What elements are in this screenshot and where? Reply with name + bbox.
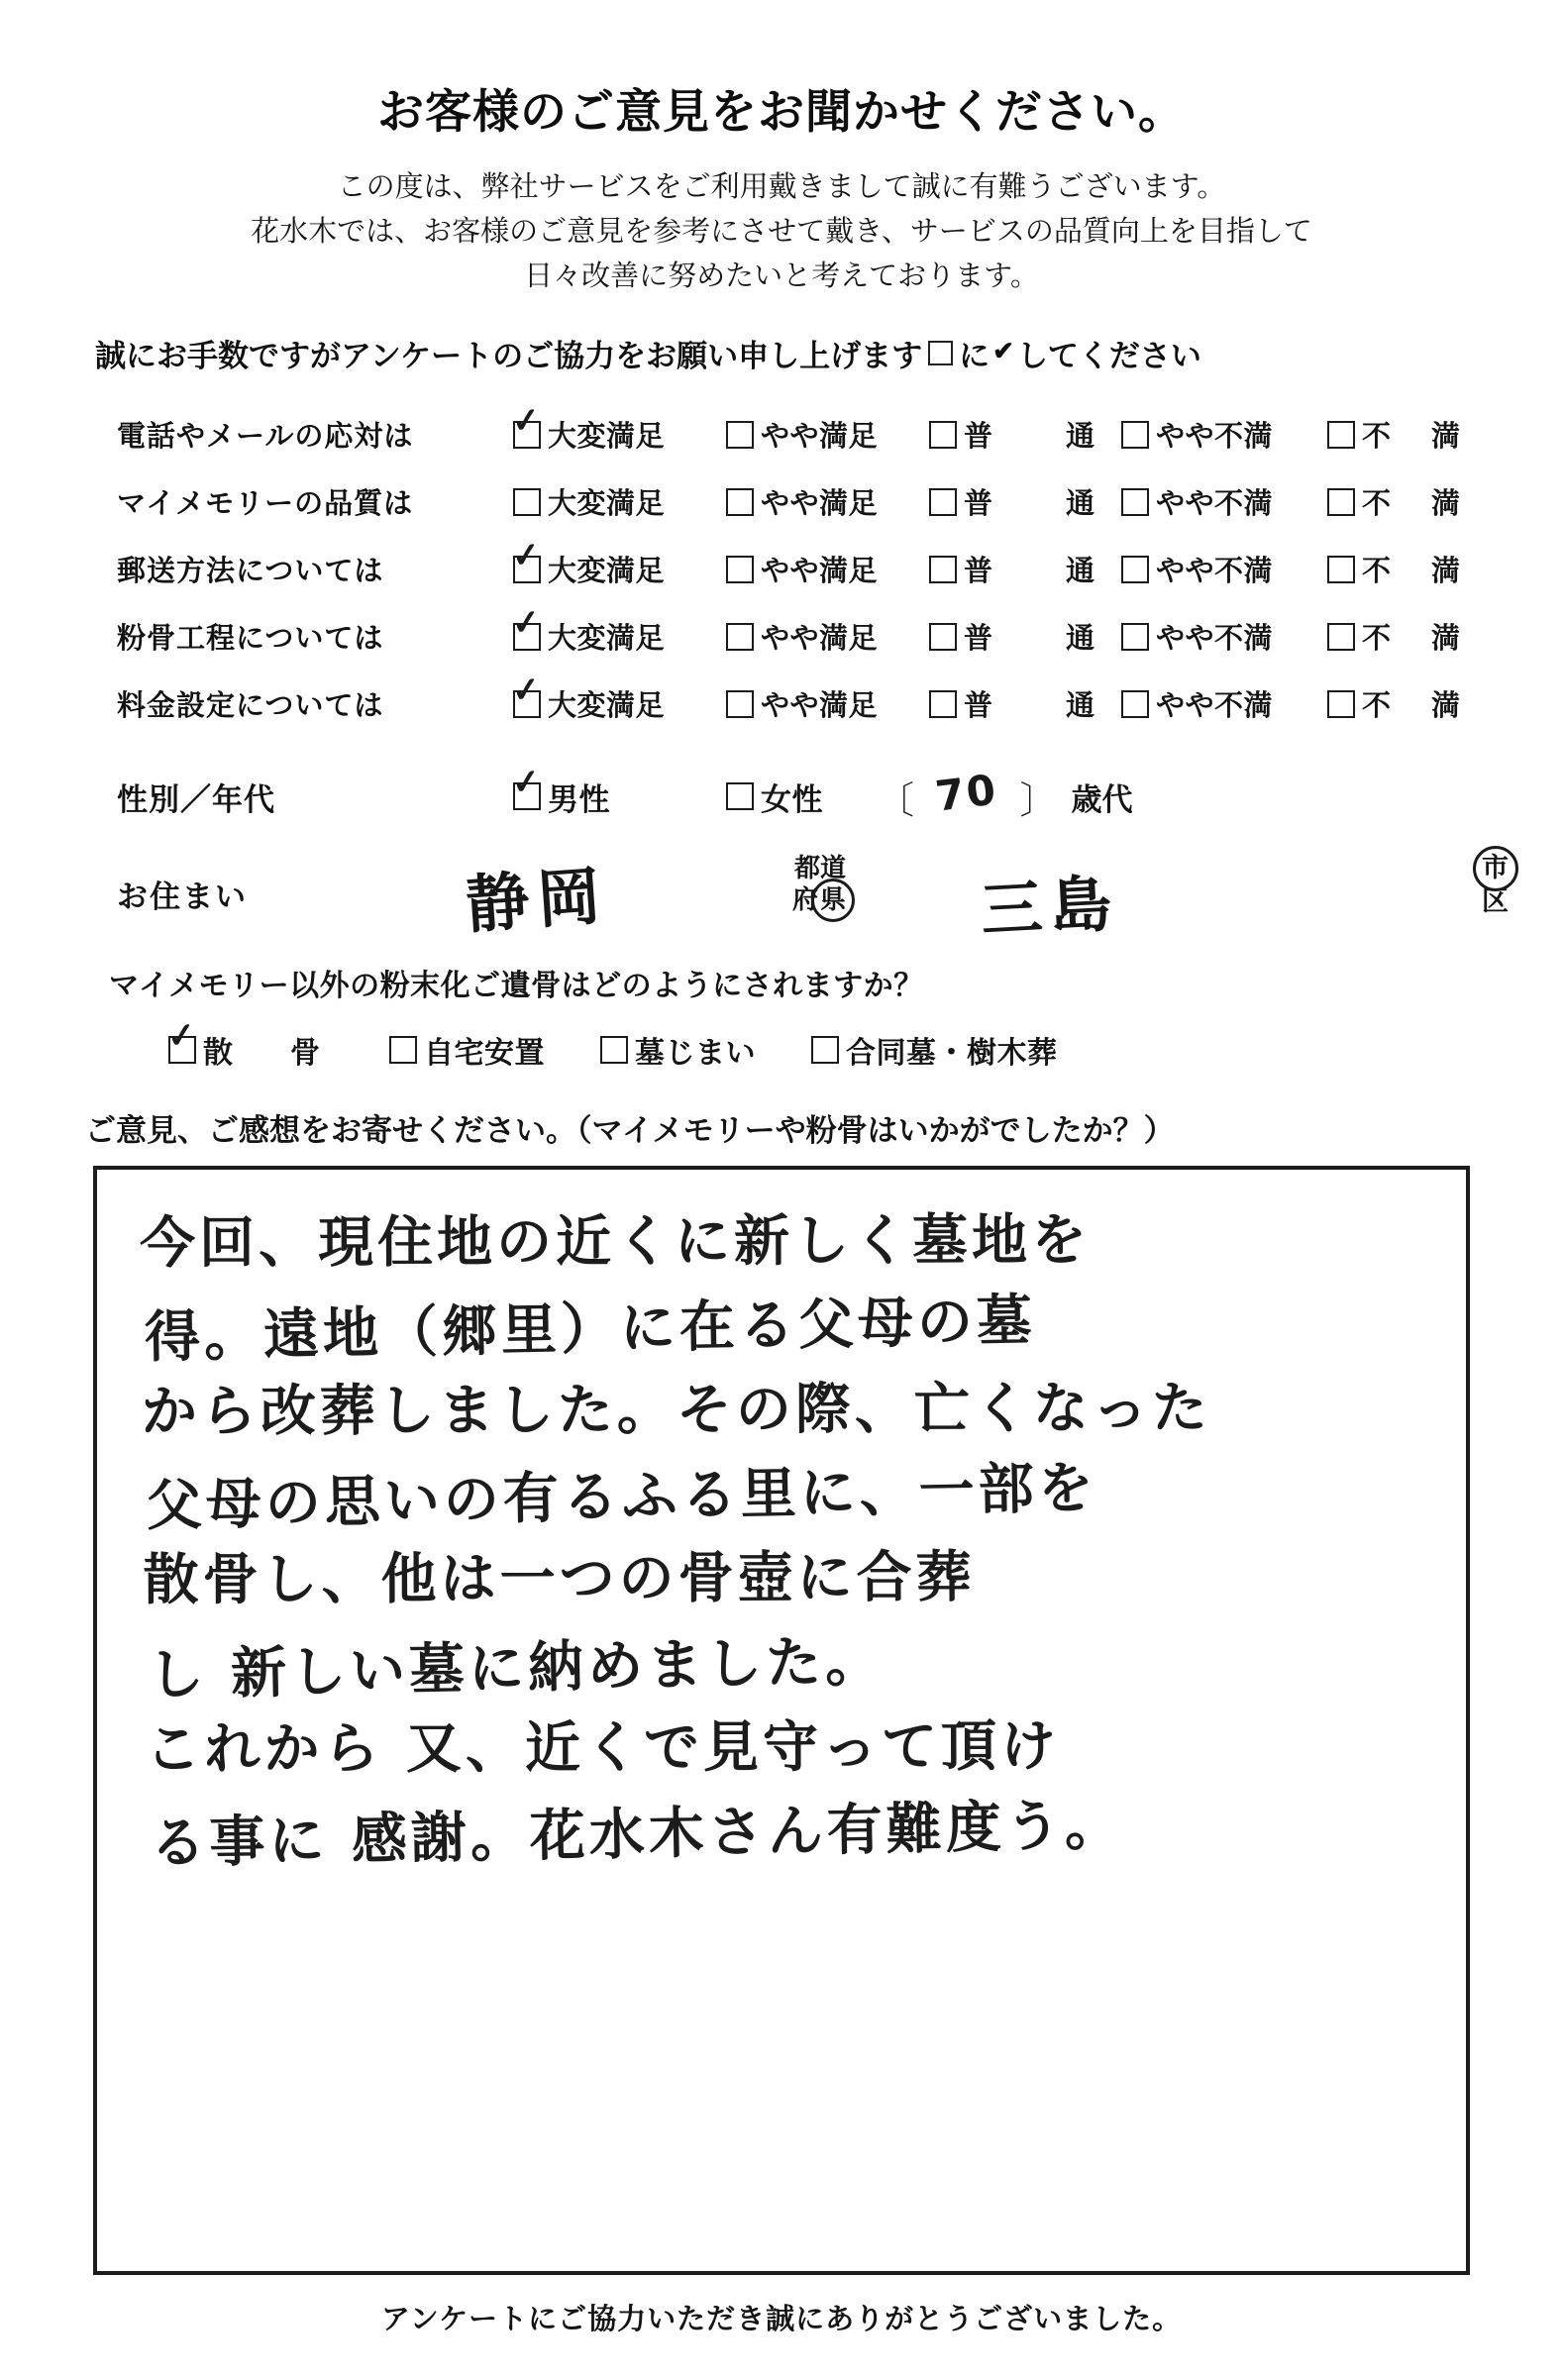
checkbox-icon[interactable] [929,556,957,583]
prefecture-type-options[interactable] [792,852,848,916]
option-group [513,549,1563,589]
option-group [513,616,1563,657]
shi-label-circled: 市 [1482,852,1509,885]
option-label: やや不満 [1156,421,1274,454]
prefecture-handwritten-value: 静岡 [464,859,611,943]
checkbox-icon[interactable] [513,556,541,583]
option-label: やや満足 [761,623,879,656]
page-title: お客様のご意見をお聞かせください。 [377,85,1186,138]
option-group [513,414,1563,455]
option-very-satisfied[interactable] [513,549,726,589]
option-neutral-tail: 通 [1066,690,1095,723]
checkbox-icon[interactable] [600,1036,628,1064]
survey-sheet [0,75,1563,2380]
question-label: 電話やメールの応対は [117,421,414,454]
option-label: 普 [964,556,993,588]
city-handwritten-value: 三島 [979,867,1122,947]
option-dissatisfied-tail: 満 [1430,690,1460,723]
checkbox-icon[interactable] [726,421,754,449]
option-neutral-tail: 通 [1066,488,1095,521]
comment-line: し 新しい墓に納めました。 [147,1628,886,1707]
comment-handwritten-text [93,1166,1469,1881]
option-dissatisfied-tail: 満 [1430,623,1460,656]
age-value-handwritten: 70 [932,765,1000,821]
table-row [117,671,1563,738]
checkbox-icon[interactable] [726,782,754,810]
option-somewhat-dissatisfied[interactable] [1121,616,1327,657]
age-unit-label: 歳代 [1071,781,1133,817]
option-dissatisfied-tail: 満 [1430,556,1460,588]
checkbox-icon[interactable] [929,421,957,449]
checkbox-icon[interactable] [1327,488,1355,516]
option-neutral-tail: 通 [1066,421,1095,454]
option-communal-tree-burial[interactable] [811,1028,1058,1072]
option-label: 不 [1362,421,1392,454]
option-dissatisfied[interactable] [1327,481,1401,522]
option-label: やや不満 [1156,556,1274,588]
option-label: 不 [1362,488,1392,521]
checkbox-icon[interactable] [1121,690,1149,718]
option-group [513,683,1563,724]
checkbox-icon[interactable] [929,488,957,516]
todo-label: 都道 [794,852,847,882]
city-type-options[interactable] [1482,852,1509,919]
option-label: やや満足 [761,421,879,454]
disposal-option-group [0,1028,1563,1072]
checkbox-icon[interactable] [513,782,541,810]
checkbox-icon[interactable] [726,556,754,583]
option-dissatisfied[interactable] [1327,549,1401,589]
option-very-satisfied[interactable] [513,683,726,724]
survey-question-list [0,401,1563,738]
option-scattering[interactable] [168,1028,334,1072]
option-label: 普 [964,421,993,454]
comment-line: から改葬しました。その際、亡くなった [141,1376,1211,1445]
comment-section-label: ご意見、ご感想をお寄せください。（マイメモリーや粉骨はいかがでしたか？） [85,1112,1175,1148]
option-label: 大変満足 [548,690,666,723]
option-label: やや満足 [761,556,879,588]
checkbox-icon[interactable] [1327,556,1355,583]
option-somewhat-satisfied[interactable] [726,616,929,657]
checkbox-icon[interactable] [1327,421,1355,449]
ku-label: 区 [1482,885,1509,916]
checkbox-icon[interactable] [389,1036,417,1064]
option-label: やや満足 [761,690,879,723]
checkbox-icon[interactable] [1121,421,1149,449]
checkbox-icon[interactable] [1121,488,1149,516]
option-dissatisfied[interactable] [1327,683,1401,724]
checkbox-icon[interactable] [726,623,754,651]
option-male[interactable] [513,775,726,819]
table-row [117,468,1563,536]
checkbox-icon[interactable] [513,623,541,651]
instruction-text-after: してください [1016,338,1201,373]
table-row [117,401,1563,468]
option-grave-closing[interactable] [600,1028,756,1072]
option-somewhat-satisfied[interactable] [726,683,929,724]
option-female[interactable] [726,775,823,819]
checkbox-icon[interactable] [811,1036,839,1064]
checkbox-icon[interactable] [726,488,754,516]
option-neutral[interactable] [929,549,1000,589]
option-label: 墓じまい [635,1036,756,1070]
option-label: 合同墓・樹木葬 [846,1036,1058,1070]
option-label: 大変満足 [548,623,666,656]
option-label: 不 [1362,623,1392,656]
gender-age-row [0,765,1563,824]
checkbox-icon [928,341,953,365]
option-somewhat-dissatisfied[interactable] [1121,414,1327,455]
bracket-open: 〔 [877,779,915,822]
option-label: 不 [1362,556,1392,588]
checkbox-icon[interactable] [1327,690,1355,718]
checkbox-icon[interactable] [513,421,541,449]
checkbox-icon[interactable] [168,1036,196,1064]
option-somewhat-dissatisfied[interactable] [1121,683,1327,724]
option-label: やや不満 [1156,690,1274,723]
option-label: 散 骨 [203,1036,334,1070]
option-label: 女性 [761,781,823,817]
option-somewhat-satisfied[interactable] [726,481,929,522]
option-label: 大変満足 [548,421,666,454]
comment-line: 父母の思いの有るふる里に、一部を [146,1456,1098,1539]
option-somewhat-dissatisfied[interactable] [1121,549,1327,589]
question-label: マイメモリーの品質は [117,488,414,521]
table-row [117,536,1563,603]
disposal-question: マイメモリー以外の粉末化ご遺骨はどのようにされますか？ [109,969,924,1002]
checkbox-icon[interactable] [929,623,957,651]
option-dissatisfied[interactable] [1327,414,1401,455]
option-somewhat-dissatisfied[interactable] [1121,481,1327,522]
option-home-enshrinement[interactable] [389,1028,545,1072]
checkbox-icon[interactable] [726,690,754,718]
option-somewhat-satisfied[interactable] [726,549,929,589]
instruction-ni: に [959,338,990,373]
check-icon: ✔ [992,335,1014,365]
address-label: お住まい [117,879,248,914]
footer-thanks: アンケートにご協力いただき誠にありがとうございました。 [380,2303,1183,2335]
question-label: 料金設定については [117,690,384,723]
comment-line: 今回、現住地の近くに新しく墓地を [139,1207,1092,1277]
intro-line-1: この度は、弊社サービスをご利用戴きまして誠に有難うございます。 [337,171,1226,203]
option-somewhat-satisfied[interactable] [726,414,929,455]
option-neutral[interactable] [929,414,1000,455]
checkbox-icon[interactable] [929,690,957,718]
intro-line-2: 花水木では、お客様のご意見を参考にさせて戴き、サービスの品質向上を目指して [251,215,1312,248]
bracket-close: 〕 [1019,779,1058,822]
gender-age-label: 性別／年代 [117,781,275,817]
option-label: やや満足 [761,488,879,521]
option-dissatisfied-tail: 満 [1430,488,1460,521]
option-neutral[interactable] [929,481,1000,522]
checkbox-icon[interactable] [1327,623,1355,651]
option-very-satisfied[interactable] [513,616,726,657]
checkbox-icon[interactable] [1121,556,1149,583]
checkbox-icon[interactable] [513,488,541,516]
ken-label-circled: 県 [820,884,847,915]
instruction-line [0,331,1563,375]
option-neutral-tail: 通 [1066,623,1095,656]
option-dissatisfied-tail: 満 [1430,421,1460,454]
option-label: 大変満足 [548,556,666,588]
option-very-satisfied[interactable] [513,414,726,455]
checkbox-icon[interactable] [1121,623,1149,651]
fu-label: 府 [792,884,819,915]
intro-text [0,165,1563,299]
option-label: 不 [1362,690,1392,723]
option-label: 普 [964,690,993,723]
option-label: 男性 [548,781,610,817]
option-dissatisfied[interactable] [1327,616,1401,657]
option-group [513,481,1563,522]
intro-line-3: 日々改善に努めたいと考えております。 [524,259,1039,292]
option-very-satisfied[interactable] [513,481,726,522]
instruction-text-before: 誠にお手数ですがアンケートのご協力をお願い申し上げます [95,338,923,373]
comment-line: これから 又、近くで見守って頂け [145,1713,1060,1782]
address-row [0,838,1563,955]
question-label: 粉骨工程については [117,623,384,656]
option-neutral[interactable] [929,683,1000,724]
age-field[interactable] [877,765,1133,824]
option-label: やや不満 [1156,488,1274,521]
comment-line: 得。遠地（郷里）に在る父母の墓 [144,1289,1037,1371]
option-label: やや不満 [1156,623,1274,656]
table-row [117,603,1563,671]
comment-box[interactable] [93,1166,1470,2275]
option-label: 大変満足 [548,488,666,521]
question-label: 郵送方法については [117,556,384,588]
option-neutral-tail: 通 [1066,556,1095,588]
checkbox-icon[interactable] [513,690,541,718]
option-neutral[interactable] [929,616,1000,657]
comment-line: る事に 感謝。花水木さん有難度う。 [149,1793,1125,1876]
option-label: 普 [964,623,993,656]
option-label: 自宅安置 [424,1036,545,1070]
option-label: 普 [964,488,993,521]
comment-line: 散骨し、他は一つの骨壺に合葬 [143,1545,976,1613]
